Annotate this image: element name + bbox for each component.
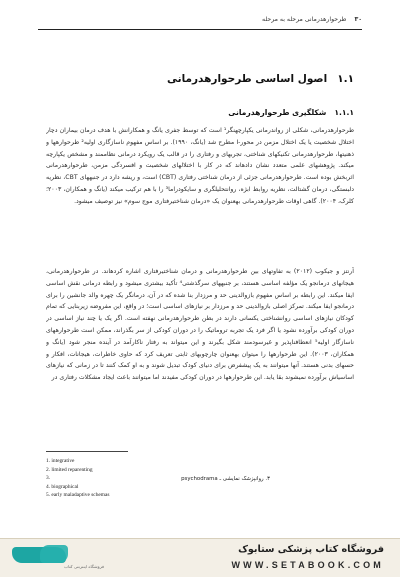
footnote-5: 5. early maladaptive schemas xyxy=(46,492,110,499)
header-rule xyxy=(38,29,362,30)
footnote-persian: ۳. روانپزشک نمایشی ـ psychodrama xyxy=(181,476,270,482)
subsection-heading xyxy=(228,108,354,117)
running-head-title: طرحوارهدرمانی مرحله به مرحله xyxy=(262,15,347,23)
subsection-number: ۱.۱.۱ xyxy=(334,108,354,117)
logo-caption: فروشگاه اینترنتی کتاب xyxy=(64,564,104,569)
banner-url-link[interactable]: WWW.SETABOOK.COM xyxy=(231,560,384,570)
logo-shape-accent xyxy=(40,545,68,563)
running-head xyxy=(38,13,362,25)
footnote-1: 1. integrative xyxy=(46,458,75,464)
paragraph-2: آرنتز و جیکوب (۲۰۱۲) به تفاوتهای بین طرحوارهدرمانی و درمان شناختیرفتاری اشاره کردهاند. در طرحوارهدرمانی، هیجانهای درمانجو یک مؤلفه اساسی هستند، بر جنبههای سرگذشتی⁴ تأکید بیشتری میشود و رابطه درمانی نقش اساسی ایفا میکند. این رابطه بر اساس مفهوم بازوالدینی حد و مرزدار بنا شده که در آن، درمانگر یک چهره والد جانشین را برای درمانجو ایفا میکند. تمرکز اصلی بازوالدینی حد و مرزدار بر نیازهای اساسی است؛ در واقع، این مفروضه زیربنایی که تمام کودکان نیازهای اساسی روانشناختی یکسانی دارند در بطن طرحوارهدرمانی نهفته است. اگر یک یا چند نیاز اساسی در دوران کودکی برآورده نشود یا اگر فرد یک تجربه تروماتیک را در دوران کودکی از سر بگذراند، ممکن است طرحوارههای ناسازگار اولیه⁵ انعطافناپذیر و غیرسودمند شکل بگیرند و این میتواند به رفتار ناکارآمد در آینده منجر شود (یانگ و همکاران، ۲۰۰۳). این طرحوارهها را میتوان بهعنوان چارچوبهای ثابتی تعریف کرد که حاوی خاطرات، هیجانات، افکار و حسهای بدنی هستند. آنها میتوانند به یک پیشفرض برای دنیای کودک تبدیل شوند و به او کمک کنند تا در زمانی که نیازهای اساسیاش برآورده نمیشوند بقا یابد. این طرحوارهها در دوران کودکی مفیدند اما میتوانند باعث ایجاد مشکلات رفتاری در xyxy=(46,268,354,382)
section-title: اصول اساسی طرحوارهدرمانی xyxy=(167,73,328,85)
section-number: ۱.۱ xyxy=(337,73,354,85)
subsection-title: شکلگیری طرحوارهدرمانی xyxy=(228,108,327,117)
page-number: ۳۰ xyxy=(354,15,362,23)
setabook-logo[interactable] xyxy=(12,545,104,571)
store-banner xyxy=(0,538,400,577)
footnote-4: 4. biographical xyxy=(46,483,79,490)
footnote-2: 2. limited reparenting xyxy=(46,466,93,473)
paragraph-1: طرحوارهدرمانی، شکلی از رواندرمانی یکپارچهنگر¹ است که توسط جفری یانگ و همکارانش با هدف درمان بیماران دچار اختلال شخصیت یا یک اختلال مزمن در محور-I مطرح شد (یانگ، ۱۹۹۰). بر اساس مفهوم ناسازگاری اولیه² طرحوارهها و ذهنیتها، طرحوارهدرمانی تکنیکهای شناختی، تجربهای و رفتاری را در قالب یک رویکرد درمانی نظاممند و مشخص یکپارچه میکند. پژوهشهای علمی متعدد نشان دادهاند که در کار با اختلالهای شخصیت و افسردگی مزمن، طرحوارهدرمانی اثربخش بوده است. طرحوارهدرمانی جزئی از درمان شناختی رفتاری (CBT) است، و ریشه دارد در جنبههای CBT، نظریه دلبستگی، درمان گشتالت، نظریه روابط ابژه، روانتحلیلگری و سایکودراما³ را با هم ترکیب میکند (یانگ و همکاران، ۲۰۰۳؛ کلرک، ۲۰۰۴). گاهی اوقات طرحوارهدرمانی بهعنوان یک «درمان شناختیرفتاری موج سوم» نیز توصیف میشود. xyxy=(46,127,354,205)
footnote-rule xyxy=(46,451,128,452)
footnotes xyxy=(46,457,109,500)
banner-title: فروشگاه کتاب پزشکی ستابوک xyxy=(238,544,384,555)
footnote-3: 3. xyxy=(46,475,51,482)
section-heading xyxy=(167,73,354,85)
